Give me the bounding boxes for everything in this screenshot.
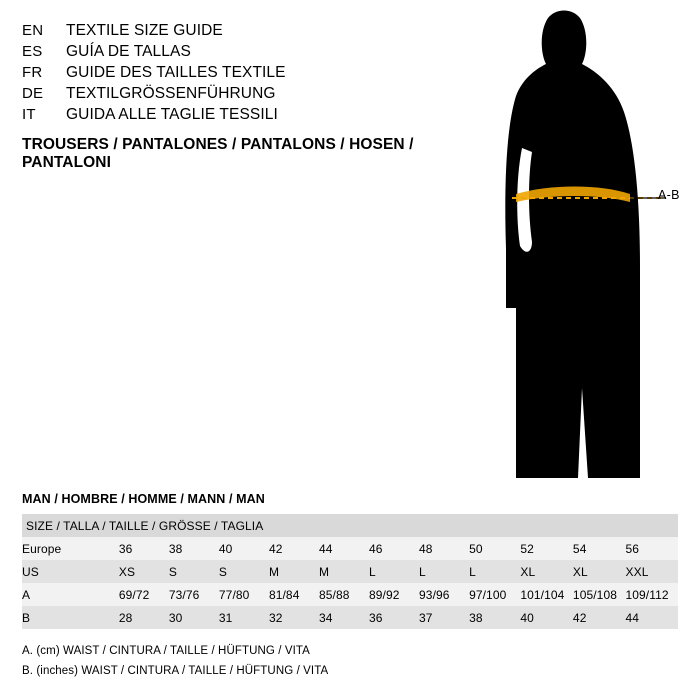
language-row: [22, 43, 492, 61]
cell: 44: [319, 537, 369, 560]
cell: 28: [119, 606, 169, 629]
language-code: EN: [22, 22, 44, 39]
cell: 38: [469, 606, 520, 629]
cell: XL: [520, 560, 573, 583]
cell: 93/96: [419, 583, 469, 606]
cell: 36: [119, 537, 169, 560]
table-row: [22, 606, 678, 629]
cell: 42: [573, 606, 626, 629]
header-block: [22, 22, 492, 172]
cell: 101/104: [520, 583, 573, 606]
cell: 38: [169, 537, 219, 560]
cell: 40: [520, 606, 573, 629]
cell: 40: [219, 537, 269, 560]
row-label: B: [22, 606, 119, 629]
language-code: ES: [22, 43, 43, 60]
language-title: TEXTILGRÖSSENFÜHRUNG: [66, 85, 276, 102]
cell: 32: [269, 606, 319, 629]
language-title: TEXTILE SIZE GUIDE: [66, 22, 223, 39]
cell: 34: [319, 606, 369, 629]
cell: 44: [625, 606, 678, 629]
language-title: GUIDE DES TAILLES TEXTILE: [66, 64, 286, 81]
cell: 73/76: [169, 583, 219, 606]
footnote-a: A. (cm) WAIST / CINTURA / TAILLE / HÜFTUNG / VITA: [22, 645, 310, 657]
cell: 48: [419, 537, 469, 560]
cell: S: [169, 560, 219, 583]
male-silhouette-icon: [470, 8, 690, 478]
cell: S: [219, 560, 269, 583]
cell: 54: [573, 537, 626, 560]
cell: 37: [419, 606, 469, 629]
footnotes-block: [22, 641, 678, 681]
language-code: DE: [22, 85, 44, 102]
cell: XS: [119, 560, 169, 583]
figure-illustration: [470, 8, 690, 478]
language-title: GUIDA ALLE TAGLIE TESSILI: [66, 106, 278, 123]
cell: 77/80: [219, 583, 269, 606]
cell: 69/72: [119, 583, 169, 606]
table-row: [22, 583, 678, 606]
cell: 81/84: [269, 583, 319, 606]
row-label: US: [22, 560, 119, 583]
garment-type-line: TROUSERS / PANTALONES / PANTALONS / HOSEN / PANTALONI: [22, 136, 414, 171]
cell: 89/92: [369, 583, 419, 606]
size-table-block: [22, 492, 678, 681]
language-row: [22, 64, 492, 82]
cell: 85/88: [319, 583, 369, 606]
table-row: [22, 560, 678, 583]
language-row: [22, 85, 492, 103]
language-row: [22, 22, 492, 40]
cell: 56: [625, 537, 678, 560]
cell: 31: [219, 606, 269, 629]
language-code: IT: [22, 106, 36, 123]
footnote-b: B. (inches) WAIST / CINTURA / TAILLE / HÜFTUNG / VITA: [22, 665, 329, 678]
language-title: GUÍA DE TALLAS: [66, 43, 191, 60]
cell: 50: [469, 537, 520, 560]
table-row: [22, 537, 678, 560]
language-row: [22, 106, 492, 124]
cell: 109/112: [625, 583, 678, 606]
language-code: FR: [22, 64, 43, 81]
cell: L: [419, 560, 469, 583]
table-audience-line: MAN / HOMBRE / HOMME / MANN / MAN: [22, 492, 265, 506]
cell: M: [319, 560, 369, 583]
cell: 105/108: [573, 583, 626, 606]
cell: 46: [369, 537, 419, 560]
cell: 97/100: [469, 583, 520, 606]
size-header-cell: SIZE / TALLA / TAILLE / GRÖSSE / TAGLIA: [22, 514, 678, 537]
size-table: [22, 514, 678, 629]
row-label: A: [22, 583, 119, 606]
cell: XL: [573, 560, 626, 583]
cell: 36: [369, 606, 419, 629]
cell: L: [369, 560, 419, 583]
cell: M: [269, 560, 319, 583]
cell: XXL: [625, 560, 678, 583]
row-label: Europe: [22, 537, 119, 560]
cell: 42: [269, 537, 319, 560]
table-header-row: [22, 514, 678, 537]
cell: 30: [169, 606, 219, 629]
cell: 52: [520, 537, 573, 560]
measure-label-ab: A-B: [658, 188, 680, 202]
cell: L: [469, 560, 520, 583]
